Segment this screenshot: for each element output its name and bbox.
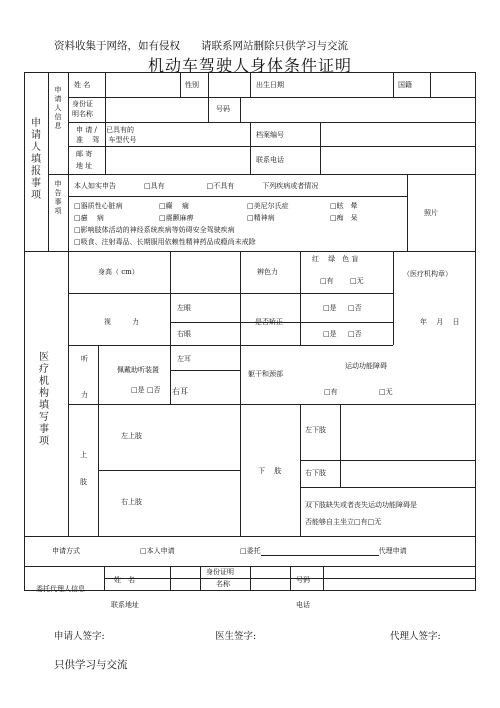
motor-no-checkbox[interactable]: □无 bbox=[379, 388, 393, 396]
right-eye-label: 右眼 bbox=[177, 330, 191, 338]
disease-checkbox[interactable]: □癔 病 bbox=[74, 214, 104, 222]
agent-id-number-label: 号码 bbox=[296, 576, 310, 584]
name-label: 姓 名 bbox=[74, 81, 91, 89]
height-label: 身高（ cm） bbox=[98, 268, 139, 276]
disease-checkbox[interactable]: □痴 呆 bbox=[330, 214, 358, 222]
left-eye-label: 左眼 bbox=[177, 304, 191, 312]
photo-label: 照片 bbox=[424, 209, 438, 217]
id-number-label: 号码 bbox=[216, 105, 230, 113]
page-title: 机动车驾驶人身体条件证明 bbox=[147, 56, 352, 75]
color-vision-label: 辨色力 bbox=[257, 268, 278, 276]
trunk-neck-label: 躯干和颈部 bbox=[248, 370, 283, 378]
corrected-right-no-checkbox[interactable]: □否 bbox=[348, 330, 362, 338]
date-label: 年 月 日 bbox=[420, 318, 460, 326]
disease-checkbox[interactable]: □器质性心脏病 bbox=[74, 202, 123, 210]
corrected-left-no-checkbox[interactable]: □否 bbox=[348, 304, 362, 312]
hearing-aid-label: 佩戴助听装置 bbox=[117, 366, 159, 374]
disease-checkbox[interactable]: □吸食、注射毒品、长期服用依赖性精神药品成瘾尚未戒除 bbox=[74, 238, 256, 246]
right-ear-label: 右耳 bbox=[172, 387, 188, 396]
agent-id-type-label-2: 名称 bbox=[216, 580, 230, 588]
address-label-2: 地 址 bbox=[76, 162, 93, 170]
corrected-label: 是否矫正 bbox=[255, 318, 283, 326]
hearing-label-2: 力 bbox=[81, 391, 88, 399]
doctor-signature-label: 医生签字: bbox=[215, 631, 257, 642]
upper-limb-label-1: 上 bbox=[80, 451, 87, 459]
applicant-section-label: 申请人填报事项 bbox=[31, 118, 41, 201]
lower-limb-note-2[interactable]: 否能够自主坐立□有□无 bbox=[305, 518, 382, 526]
right-upper-limb-label: 右上肢 bbox=[121, 498, 142, 506]
copyright-notice: 资料收集于网络，如有侵权 请联系网站删除只供学习与交流 bbox=[54, 40, 348, 52]
declare-label: 申告事项 bbox=[54, 180, 62, 215]
left-lower-limb-label: 左下肢 bbox=[305, 426, 326, 434]
disease-checkbox[interactable]: □精神病 bbox=[247, 214, 275, 222]
hearing-label-1: 听 bbox=[81, 355, 88, 363]
id-type-label-2: 明名称 bbox=[72, 110, 93, 118]
entrust-checkbox[interactable]: □委托 代理申请 bbox=[240, 547, 407, 555]
agent-address-label: 联系地址 bbox=[111, 601, 139, 609]
hearing-aid-checkbox[interactable]: □是 □否 bbox=[131, 386, 161, 394]
disease-checkbox[interactable]: □眩 晕 bbox=[330, 202, 358, 210]
lower-limb-label: 下 肢 bbox=[258, 467, 282, 475]
disease-checkbox[interactable]: □美尼尔氏症 bbox=[247, 202, 289, 210]
footer-note: 只供学习与交流 bbox=[54, 659, 128, 671]
lower-limb-note-1: 双下肢缺失或者丧失运动功能障碍是 bbox=[305, 501, 417, 509]
self-apply-checkbox[interactable]: □本人申请 bbox=[140, 547, 175, 555]
address-label-1: 邮 寄 bbox=[76, 150, 93, 158]
apply-method-label: 申请方式 bbox=[52, 547, 80, 555]
motor-disorder-label: 运动功能障碍 bbox=[345, 362, 387, 370]
agent-info-label: 委托代理人信息 bbox=[36, 585, 85, 593]
medical-section-label: 医疗机构填写事项 bbox=[39, 352, 49, 447]
birth-date-label: 出生日期 bbox=[256, 81, 284, 89]
disease-checkbox[interactable]: □癫 痫 bbox=[159, 202, 189, 210]
left-ear-label: 左耳 bbox=[177, 355, 191, 363]
disease-checkbox[interactable]: □影响肢体活动的神经系统疾病等妨碍安全驾驶疾病 bbox=[74, 226, 235, 234]
applicant-info-label: 申请人信息 bbox=[54, 86, 62, 130]
nationality-label: 国籍 bbox=[398, 81, 412, 89]
phone-label: 联系电话 bbox=[256, 156, 284, 164]
agent-signature-label: 代理人签字: bbox=[390, 631, 441, 642]
declare-statement: 本人如实申告 □具有 □不具有 下列疾病或者情况 bbox=[74, 182, 319, 190]
id-type-label-1: 身份证 bbox=[72, 100, 93, 108]
agent-name-label: 姓 名 bbox=[114, 576, 135, 584]
agent-id-type-label-1: 身份证明 bbox=[206, 568, 234, 576]
applicant-signature-label: 申请人签字: bbox=[54, 631, 105, 642]
license-label-1: 申 请 / 已具有的 bbox=[76, 126, 135, 134]
license-label-2: 准 驾 车型代号 bbox=[76, 136, 137, 144]
upper-limb-label-2: 肢 bbox=[80, 478, 87, 486]
medical-stamp-label: （医疗机构章） bbox=[403, 270, 452, 278]
right-lower-limb-label: 右下肢 bbox=[305, 469, 326, 477]
agent-phone-label: 电话 bbox=[296, 601, 310, 609]
corrected-right-yes-checkbox[interactable]: □是 bbox=[323, 330, 337, 338]
left-upper-limb-label: 左上肢 bbox=[121, 432, 142, 440]
disease-checkbox[interactable]: □震颤麻痹 bbox=[159, 214, 194, 222]
vision-label: 视 力 bbox=[104, 318, 139, 326]
motor-yes-checkbox[interactable]: □有 bbox=[324, 388, 338, 396]
color-blind-label: 红 绿 色 盲 bbox=[312, 255, 359, 263]
file-no-label: 档案编号 bbox=[256, 131, 284, 139]
color-blind-yes-checkbox[interactable]: □有 bbox=[320, 277, 334, 285]
gender-label: 性别 bbox=[185, 81, 199, 89]
color-blind-no-checkbox[interactable]: □无 bbox=[350, 277, 364, 285]
corrected-left-yes-checkbox[interactable]: □是 bbox=[323, 304, 337, 312]
